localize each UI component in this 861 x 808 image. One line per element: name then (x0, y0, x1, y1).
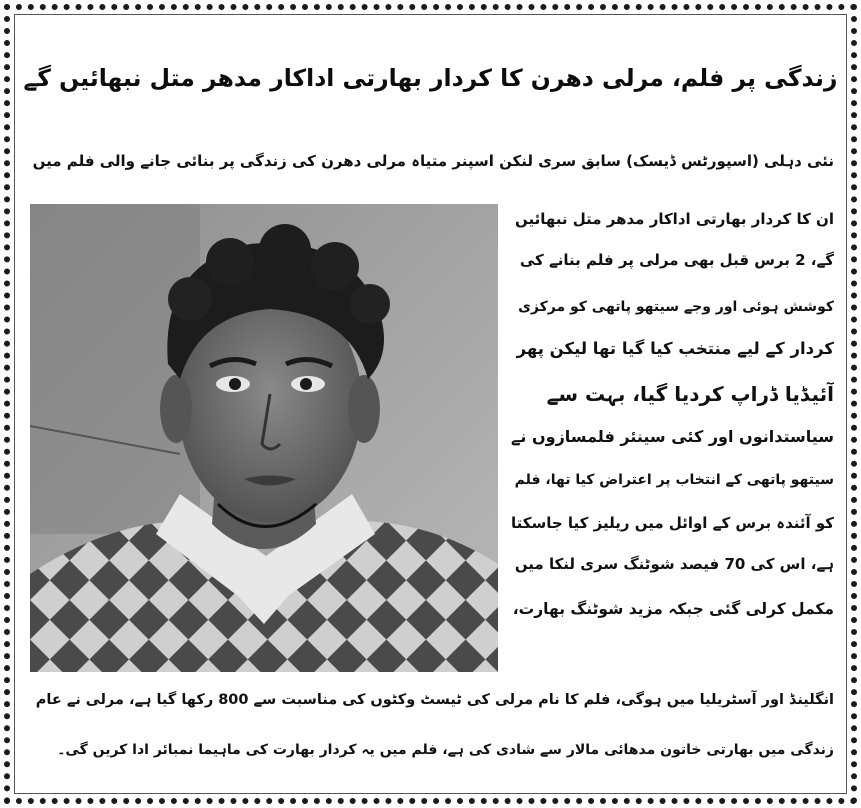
headline: زندگی پر فلم، مرلی دھرن کا کردار بھارتی اداکار مدھر متل نبھائیں گے (23, 64, 838, 92)
side-line: ہے، اس کی 70 فیصد شوٹنگ سری لنکا میں (514, 555, 834, 573)
side-line: کو آئندہ برس کے اوائل میں ریلیز کیا جاسکتا (511, 514, 834, 532)
intro-line: نئی دہلی (اسپورٹس ڈیسک) سابق سری لنکن اسپنر متیاہ مرلی دھرن کی زندگی پر بنائی جانے والی فلم میں (32, 152, 834, 170)
side-line: سیتھو پاتھی کے انتخاب پر اعتراض کیا تھا، فلم (514, 472, 834, 488)
side-line: مکمل کرلی گئی جبکہ مزید شوٹنگ بھارت، (512, 600, 834, 618)
side-line: کردار کے لیے منتخب کیا گیا تھا لیکن پھر (516, 339, 834, 358)
body-line: زندگی میں بھارتی خاتون مدھائی مالار سے شادی کی ہے، فلم میں یہ کردار بھارت کی ماہیما نمبائر ادا کریں گی۔ (57, 742, 834, 758)
side-line: سیاستدانوں اور کئی سینئر فلمسازوں نے (511, 427, 834, 446)
side-line: آئیڈیا ڈراپ کردیا گیا، بہت سے (546, 382, 834, 406)
side-line: گے، 2 برس قبل بھی مرلی پر فلم بنانے کی (519, 251, 834, 269)
body-line: انگلینڈ اور آسٹریلیا میں ہوگی، فلم کا نام مرلی کی ٹیسٹ وکٹوں کی مناسبت سے 800 رکھا گیا ہے، مرلی نے عام (35, 692, 834, 708)
side-line: کوشش ہوئی اور وجے سیتھو پاتھی کو مرکزی (518, 299, 834, 315)
side-line: ان کا کردار بھارتی اداکار مدھر متل نبھائیں (515, 210, 834, 228)
actor-photo (30, 204, 498, 672)
